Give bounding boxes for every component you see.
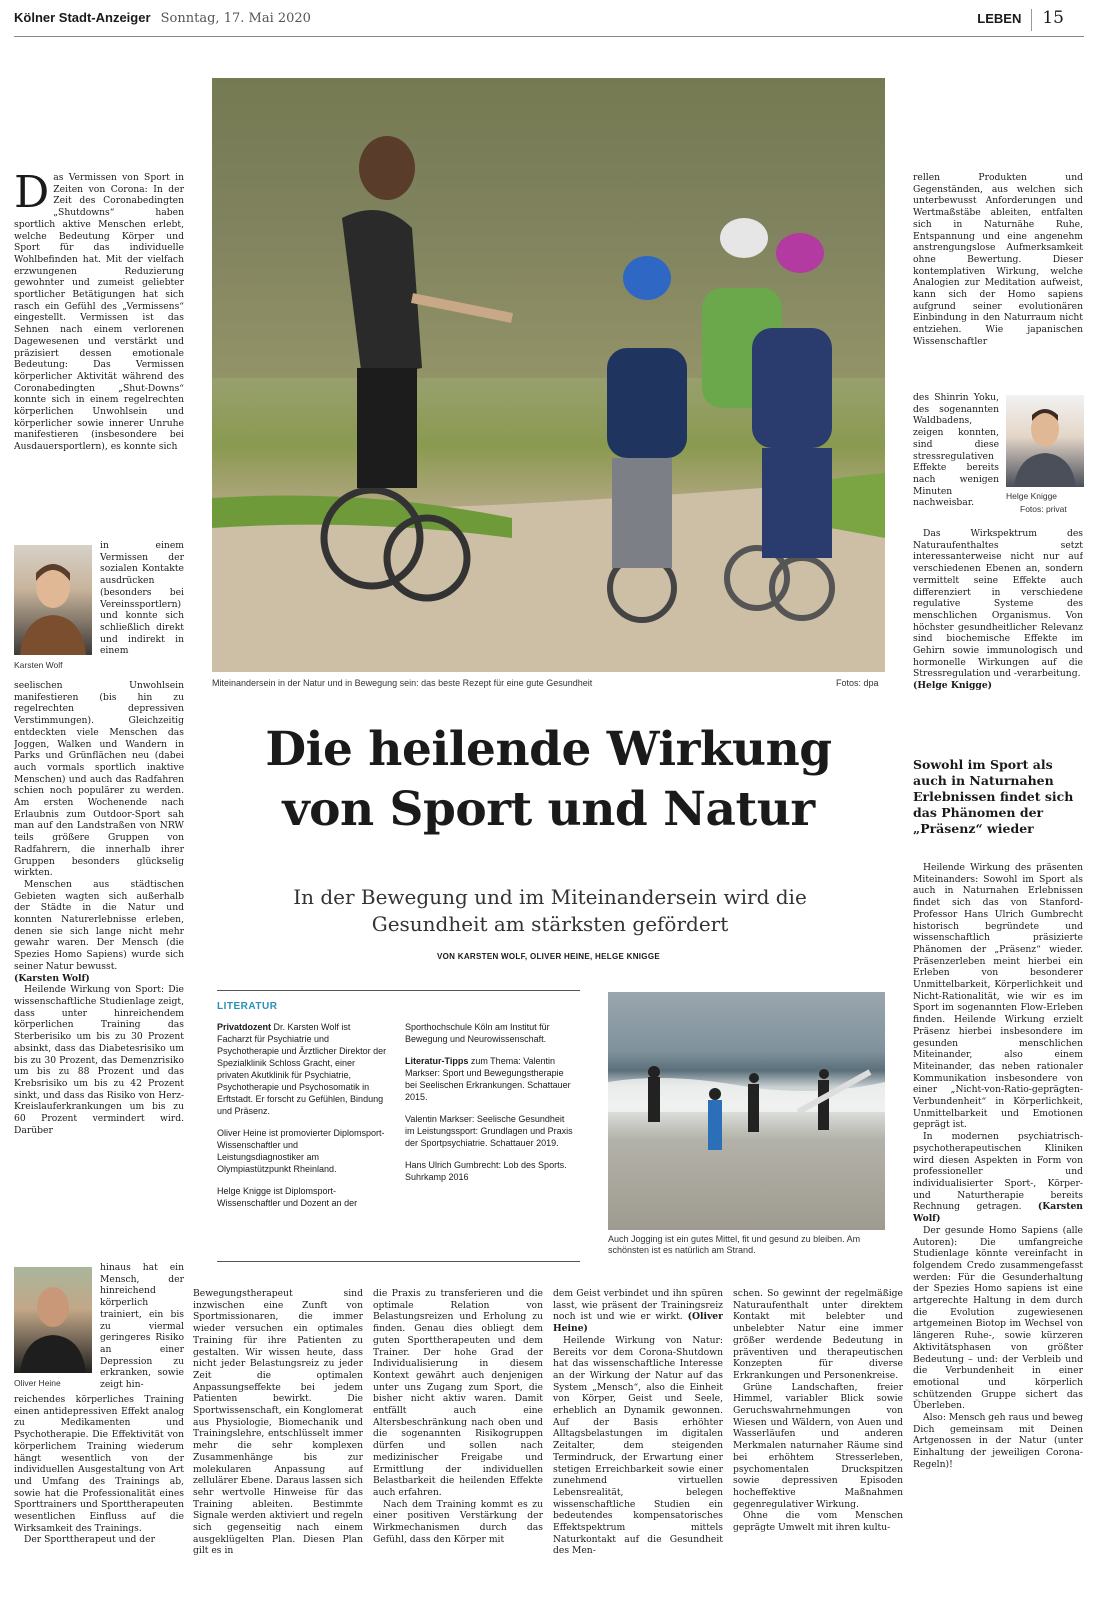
- main-photo-caption: Miteinandersein in der Natur und in Bewegung sein: das beste Rezept für eine gute Gesundheit: [212, 678, 593, 688]
- byline: VON KARSTEN WOLF, OLIVER HEINE, HELGE KNIGGE: [437, 952, 660, 961]
- beach-photo-caption: Auch Jogging ist ein gutes Mittel, fit und gesund zu bleiben. Am schönsten ist es natürlich am Strand.: [608, 1234, 861, 1255]
- literature-title: LITERATUR: [217, 1001, 278, 1012]
- portrait-caption-wolf: Karsten Wolf: [14, 660, 63, 670]
- portrait-credit-knigge: Fotos: privat: [1020, 504, 1067, 514]
- drop-cap: D: [14, 172, 50, 218]
- article-column-3: die Praxis zu transferieren und die optimale Relation von Belastungsreizen und Erholung zu finden. Genau dies obliegt dem guten Sporttherapeuten und dem Trainer. Der hohe Grad der Individualisierung in diesem Kontext gewährt auch denjenigen unter uns Zugang zum Sport, die bisher nicht aktiv waren. Damit entfällt auch eine Altersbeschränkung nach oben und die sogenannten Risikogruppen dürfen und sollen nach medizinischer Freigabe und Ermittlung der individuellen Belastbarkeit die heilenden Effekte auch erfahren. Nach dem Training kommt es zu einer positiven Verstärkung der Wirkmechanismen durch das Gefühl, dass den Körper mit: [373, 1288, 543, 1545]
- cycling-family-illustration: [212, 78, 885, 672]
- portrait-caption-knigge: Helge Knigge: [1006, 491, 1058, 501]
- main-photo-credit: Fotos: dpa: [836, 678, 879, 688]
- pull-quote: Sowohl im Sport als auch in Naturnahen Erlebnissen findet sich das Phänomen der „Präsenz“ wieder: [913, 757, 1074, 836]
- header-rule: [14, 36, 1084, 37]
- section-header: [977, 8, 1064, 31]
- article-column-1d: hinaus hat ein Mensch, der hinreichend körperlich trainiert, ein bis zu viermal geringeres Risiko an einer Depression zu erkranken, sowie zeigt hin-: [100, 1262, 184, 1391]
- article-column-5: schen. So gewinnt der regelmäßige Naturaufenthalt unter direktem Kontakt mit belebter und unbelebter Natur eine immer größer werdende Bedeutung in präventiven und therapeutischen Konzepten für diverse Erkrankungen und Personenkreise. Grüne Landschaften, freier Himmel, variabler Blick sowie Geruchswahrnehmungen von Wiesen und Wäldern, von Auen und Wasserläufen und anderen Merkmalen naturnaher Räume sind bei erhöhtem Stresserleben, psychomentalen Druckspitzen sowie depressiven Episoden hocheffektive Maßnahmen gegenregulativer Wirkung. Ohne die vom Menschen geprägte Umwelt mit ihren kultu-: [733, 1288, 903, 1534]
- person-icon: [14, 545, 92, 655]
- paper-name: Kölner Stadt-Anzeiger: [14, 10, 151, 25]
- person-icon: [14, 1267, 92, 1373]
- beach-photo-joggers: [608, 992, 885, 1230]
- masthead: [14, 10, 311, 26]
- article-column-4: dem Geist verbindet und ihn spüren lasst, wie präsent der Trainingsreiz noch ist und wie er wirkt. (Oliver Heine) Heilende Wirkung von Natur: Bereits vor dem Corona-Shutdown hat das wissenschaftliche Interesse an der Wirkung der Natur auf das System „Mensch“, also die Einheit von Körper, Geist und Seele, erheblich an Dynamik gewonnen. Auf der Basis erhöhter Alltagsbelastungen im digitalen Zeitalter, dem steigenden Termindruck, der Erwartung einer stetigen Erreichbarkeit sowie einer zunehmend virtuellen Lebensrealität, belegen wissenschaftliche Studien ein bedeutendes kompensatorisches Effektspektrum mittels Naturkontakt auf die Gesundheit des Men-: [553, 1288, 723, 1557]
- portrait-caption-heine: Oliver Heine: [14, 1378, 61, 1388]
- person-icon: [1006, 395, 1084, 487]
- portrait-oliver-heine: [14, 1267, 92, 1373]
- article-column-6d: Heilende Wirkung des präsenten Miteinanders: Sowohl im Sport als auch in Naturnahen Erlebnissen findet sich das von Stanford-Professor Hans Ulrich Gumbrecht historisch begründete und wissenschaftlich präsizierte Phänomen der „Präsenz“ wieder. Präsenzerleben meint hierbei ein Erleben von besonderer Unmittelbarkeit, Körperlichkeit und Nicht-Rationalität, wie wir es im Sport im sogenannten Flow-Erleben finden. Heilende Wirkung erzielt Präsenz hierbei insbesondere im gesunden menschlichen Miteinander, also einem Miteinander, das neben rationaler Kommunikation insbesondere von einer „Nicht-von-Ratio-geprägten-Verbundenheit“ in Körperlichkeit, Unmittelbarkeit und Emotionen geprägt ist. In modernen psychiatrisch-psychotherapeutischen Kliniken wird diesen Aspekten in Form von professioneller und individualisierter Sport-, Körper- und Naturtherapie bereits Rechnung getragen. (Karsten Wolf) Der gesunde Homo Sapiens (alle Autoren): Die umfangreiche Studienlage könnte vereinfacht in folgendem Credo zusammengefasst werden: Für die Gesunderhaltung der Spezies Homo sapiens ist eine artgerechte Haltung in dem durch die Evolution zugewiesenen artgemeinen Biotop im Wechsel von längeren Ruhe-, sowie kürzeren Aktivitätsphasen von größter Bedeutung – und: der Verbleib und die Verbundenheit in einer emotional und körperlich schützenden Gruppe sichert das Überleben. Also: Mensch geh raus und beweg Dich gemeinsam mit Deinen Artgenossen in der Natur (unter Einhaltung der jeweiligen Corona-Regeln)!: [913, 862, 1083, 1470]
- portrait-helge-knigge: [1006, 395, 1084, 487]
- article-column-6b: des Shinrin Yoku, des sogenannten Waldbadens, zeigen konnten, sind diese stressregulativen Effekte bereits nach wenigen Minuten nachweisbar.: [913, 392, 999, 509]
- article-column-1c: seelischen Unwohlsein manifestieren (bis hin zu regelrechten depressiven Verstimmungen). Gleichzeitig entdeckten viele Menschen das Joggen, Walken und Wandern in Parks und Grünflächen neu (dabei auch vormals sportlich inaktive Menschen) und auch das Radfahren schien noch populärer zu werden. Am ersten Wochenende nach Erlaubnis zum Outdoor-Sport sah man auf den Landstraßen von NRW teils größere Gruppen von Radfahrern, die innerhalb ihrer Gruppen besonders glückselig wirkten. Menschen aus städtischen Gebieten wagten sich außerhalb der Städte in die Natur und konnten Naturerlebnisse erleben, denen sie sich lange nicht mehr gewahr waren. Der Mensch (die Spezies Homo Sapiens) wurde sich seiner Natur bewusst. (Karsten Wolf) Heilende Wirkung von Sport: Die wissenschaftliche Studienlage zeigt, dass unter hinreichendem körperlichen Training das Sterberisiko um bis zu 30 Prozent absinkt, dass das Diabetesrisiko um bis zu 30 Prozent, das Demenzrisiko um bis zu 88 Prozent und das Krebsrisiko um bis zu 42 Prozent sinkt, und dass das Risiko von Herz-Kreislauferkrankungen um bis zu 60 Prozent vermindert wird. Darüber: [14, 680, 184, 1136]
- article-column-6c: Das Wirkspektrum des Naturaufenthaltes setzt interessanterweise nicht nur auf verschiedenen Ebenen an, sondern vermittelt seine Effekte auch differenziert in verschiedene regulative Systeme des menschlichen Organismus. Von höchster gesundheitlicher Relevanz sind biochemische Effekte im Gehirn sowie immunologisch und hormonelle Wirkungen auf die Stressregulation und -verarbeitung. (Helge Knigge): [913, 528, 1083, 692]
- article-column-2: Bewegungstherapeut sind inzwischen eine Zunft von Sportmissionaren, die immer wieder versuchen ein optimales Training für ihre Patienten zu gestalten. Wir wissen heute, dass nicht jeder Belastungsreiz zu jeder Zeit die optimalen Anpassungseffekte bei jedem Patienten bewirkt. Die Sportwissenschaft, ein Konglomerat aus Physiologie, Biomechanik und Trainingslehre, entschlüsselt immer mehr die sehr komplexen Zusammenhänge bis zur molekularen Anpassung auf zellulärer Ebene. Daraus lassen sich sehr wertvolle Hinweise für das Training ableiten. Bestimmte Signale werden aktiviert und regeln sich gegenseitig nach einem ausgeklügelten Plan. Diesen Plan gilt es in: [193, 1288, 363, 1557]
- beach-joggers-illustration: [608, 992, 885, 1230]
- portrait-karsten-wolf: [14, 545, 92, 655]
- article-column-1e: reichendes körperliches Training einen antidepressiven Effekt analog zu Medikamenten und Psychotherapie. Die Effektivität von körperlichem Training wiederum hängt wesentlich von der individuellen Ausgestaltung von Art und Umfang des Trainings ab, sowie hat die Professionalität eines Sporttrainers und Sporttherapeuten wesentlichen Einfluss auf die Wirksamkeit des Trainings. Der Sporttherapeut und der: [14, 1394, 184, 1546]
- article-column-1a: Das Vermissen von Sport in Zeiten von Corona: In der Zeit des Coronabedingten „Shutdowns“ haben sportlich aktive Menschen erlebt, welche Bedeutung Körper und Sport für das individuelle Wohlbefinden hat. Mit der vielfach erzwungenen Reduzierung gewohnter und zumeist geliebter sportlicher Betätigungen hat sich rasch ein Gefühl des „Vermissens“ eingestellt. Vermissen ist das Sehnen nach einem verlorenen Dagewesenen und verstärkt und präzisiert dessen emotionale Bedeutung: Das Vermissen körperlicher Aktivität während des Coronabedingten „Shut-Downs“ konnte sich in einem regelrechten körperlichen Unwohlsein und körperlicher sowie innerer Unruhe manifestieren (insbesondere bei Ausdauersportlern), es konnte sich: [14, 172, 184, 453]
- headline: Die heilende Wirkung von Sport und Natur: [265, 722, 832, 837]
- issue-date: Sonntag, 17. Mai 2020: [160, 11, 311, 26]
- article-column-1b: in einem Vermissen der sozialen Kontakte ausdrücken (besonders bei Vereinssportlern) und konnte sich schließlich direkt und indirekt in einem: [100, 540, 184, 657]
- section-name: LEBEN: [977, 11, 1022, 26]
- literature-col-right: Sporthochschule Köln am Institut für Bewegung und Neurowissenschaft. Literatur-Tipps zum Thema: Valentin Markser: Sport und Bewegungstherapie bei Seelischen Erkrankungen. Schattauer 2015. Valentin Markser: Seelische Gesundheit im Leistungssport: Grundlagen und Praxis der Sportpsychiatrie. Schattauer 2019. Hans Ulrich Gumbrecht: Lob des Sports. Suhrkamp 2016: [405, 1022, 573, 1182]
- main-photo-cyclists: [212, 78, 885, 672]
- article-column-6a: rellen Produkten und Gegenständen, aus welchen sich unterbewusst Anforderungen und Wertmaßstäbe ableiten, entfalten sich in Naturnähe Ruhe, Entspannung und eine angenehm anstrengungslose Aufmerksamkeit ohne Bewertung. Dieser kontemplativen Wirkung, welche Analogien zur Meditation aufweist, kann sich der Homo sapiens aufgrund seiner evolutionären Einbindung in den Naturraum nicht entziehen. Wie japanischen Wissenschaftler: [913, 172, 1083, 347]
- literature-box: [217, 990, 580, 1262]
- page-number: 15: [1042, 8, 1064, 28]
- literature-col-left: Privatdozent Dr. Karsten Wolf ist Facharzt für Psychiatrie und Psychotherapie und Ärztlicher Direktor der Spezialklinik Schloss Gracht, einer privaten Akutklinik für Psychiatrie, Psychotherapie und Psychosomatik in Erftstadt. Er forscht zu Gefühlen, Bindung und Präsenz. Oliver Heine ist promovierter Diplomsport-Wissenschaftler und Leistungsdiagnostiker am Olympiastützpunkt Rheinland. Helge Knigge ist Diplomsport-Wissenschaftler und Dozent an der: [217, 1022, 387, 1208]
- subheadline: In der Bewegung und im Miteinandersein wird die Gesundheit am stärksten gefördert: [293, 885, 807, 936]
